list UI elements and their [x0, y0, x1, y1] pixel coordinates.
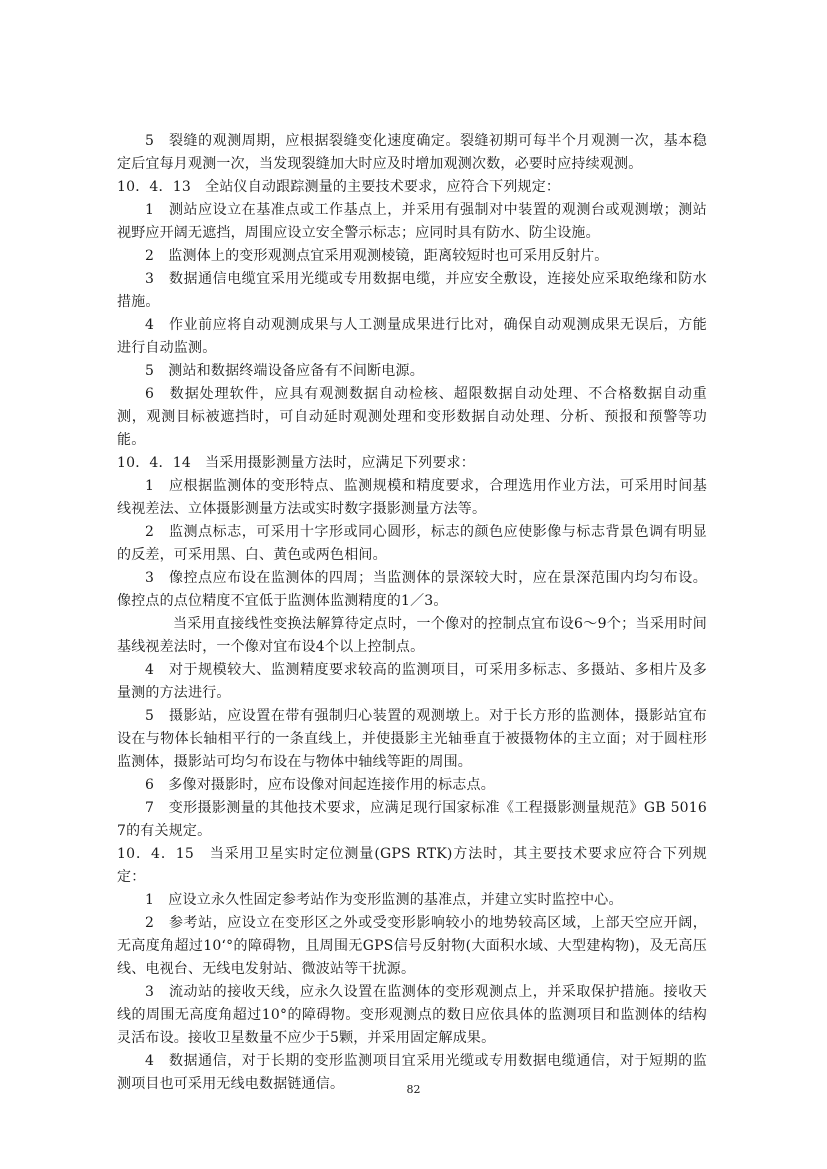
paragraph: 3 流动站的接收天线，应永久设置在监测体的变形观测点上，并采取保护措施。接收天线的周围无高度角超过10°的障碍物。变形观测点的数日应依具体的监测项目和监测体的结构灵活布设。接收卫星数量不应少于5颗，并采用固定解成果。 — [117, 984, 707, 1046]
section-heading: 10．4．15 当采用卫星实时定位测量(GPS RTK)方法时，其主要技术要求应符合下列规定： — [117, 846, 707, 885]
section-heading: 10．4．13 全站仪自动跟踪测量的主要技术要求，应符合下列规定： — [117, 179, 561, 195]
paragraph: 1 测站应设立在基准点或工作基点上，并采用有强制对中装置的观测台或观测墩；测站视野应开阔无遮挡，周围应设立安全警示标志；应同时具有防水、防尘设施。 — [117, 202, 707, 241]
paragraph: 当采用直接线性变换法解算待定点时，一个像对的控制点宜布设6～9个；当采用时间基线视差法时，一个像对宜布设4个以上控制点。 — [117, 616, 707, 655]
paragraph: 3 数据通信电缆宜采用光缆或专用数据电缆，并应安全敷设，连接处应采取绝缘和防水措施。 — [117, 271, 707, 310]
paragraph: 4 对于规模较大、监测精度要求较高的监测项目，可采用多标志、多摄站、多相片及多量测的方法进行。 — [117, 662, 707, 701]
paragraph: 2 监测体上的变形观测点宜采用观测棱镜，距离较短时也可采用反射片。 — [145, 248, 609, 264]
paragraph: 5 裂缝的观测周期，应根据裂缝变化速度确定。裂缝初期可每半个月观测一次，基本稳定后宜每月观测一次，当发现裂缝加大时应及时增加观测次数，必要时应持续观测。 — [117, 133, 707, 172]
paragraph: 6 数据处理软件，应具有观测数据自动检核、超限数据自动处理、不合格数据自动重测，观测目标被遮挡时，可自动延时观测处理和变形数据自动处理、分析、预报和预警等功能。 — [117, 386, 707, 448]
paragraph: 5 摄影站，应设置在带有强制归心装置的观测墩上。对于长方形的监测体，摄影站宜布设在与物体长轴相平行的一条直线上，并使摄影主光轴垂直于被摄物体的主立面；对于圆柱形监测体，摄影站可均匀布设在与物体中轴线等距的周围。 — [117, 708, 707, 770]
paragraph: 4 作业前应将自动观测成果与人工测量成果进行比对，确保自动观测成果无误后，方能进行自动监测。 — [117, 317, 707, 356]
paragraph: 2 监测点标志，可采用十字形或同心圆形，标志的颜色应使影像与标志背景色调有明显的反差，可采用黑、白、黄色或两色相间。 — [117, 524, 707, 563]
paragraph: 1 应设立永久性固定参考站作为变形监测的基准点，并建立实时监控中心。 — [145, 892, 623, 908]
paragraph: 6 多像对摄影时，应布设像对间起连接作用的标志点。 — [145, 777, 495, 793]
paragraph: 7 变形摄影测量的其他技术要求，应满足现行国家标准《工程摄影测量规范》GB 50167的有关规定。 — [117, 800, 707, 839]
paragraph: 5 测站和数据终端设备应备有不间断电源。 — [145, 363, 424, 379]
page-number: 82 — [406, 1083, 421, 1096]
document-body — [117, 130, 707, 1096]
paragraph: 3 像控点应布设在监测体的四周；当监测体的景深较大时，应在景深范围内均匀布设。像控点的点位精度不宜低于监测体监测精度的1／3。 — [117, 570, 707, 609]
paragraph: 2 参考站，应设立在变形区之外或受变形影响较小的地势较高区域，上部天空应开阔，无高度角超过10‘°的障碍物，且周围无GPS信号反射物(大面积水域、大型建构物)，及无高压线、电视台、无线电发射站、微波站等干扰源。 — [117, 915, 707, 977]
paragraph: 1 应根据监测体的变形特点、监测规模和精度要求，合理选用作业方法，可采用时间基线视差法、立体摄影测量方法或实时数字摄影测量方法等。 — [117, 478, 707, 517]
section-heading: 10．4．14 当采用摄影测量方法时，应满足下列要求： — [117, 455, 475, 471]
paragraph: 4 数据通信，对于长期的变形监测项目宜采用光缆或专用数据电缆通信，对于短期的监测项目也可采用无线电数据链通信。 — [117, 1053, 707, 1092]
